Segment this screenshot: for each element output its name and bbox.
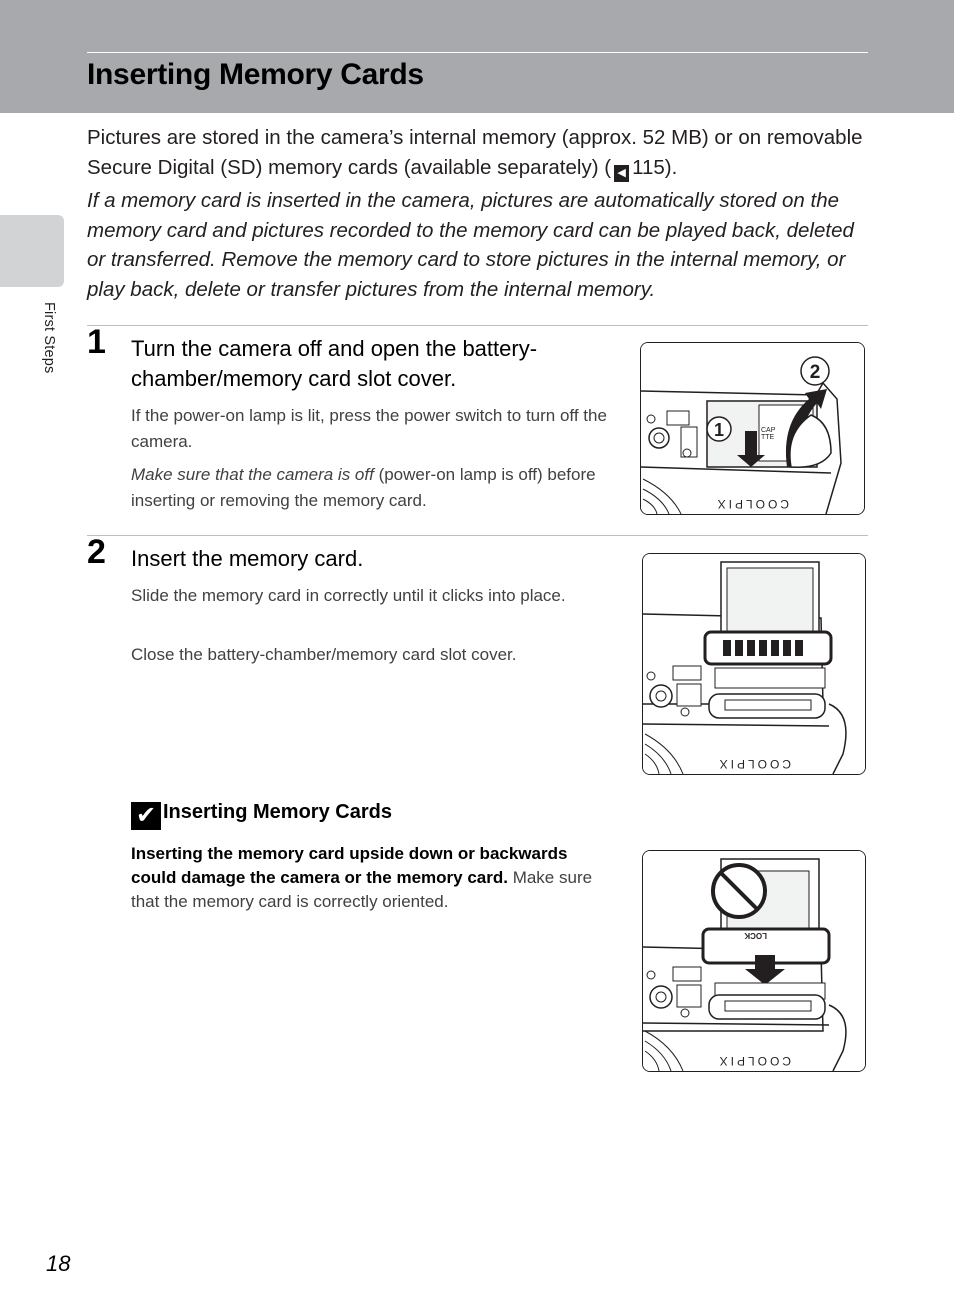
step-title: Turn the camera off and open the battery-chamber/memory card slot cover. xyxy=(131,336,538,391)
prohibited-icon xyxy=(713,865,765,917)
step-divider xyxy=(87,535,868,536)
intro-text: Pictures are stored in the camera’s internal memory (approx. 52 MB) or on removable Secure Digital (SD) memory cards (available separately) ( xyxy=(87,126,863,179)
page-title: Inserting Memory Cards xyxy=(87,58,424,91)
note-warning: Inserting the memory card upside down or backwards could damage the camera or the memory card. xyxy=(131,844,568,887)
section-label: First Steps xyxy=(41,302,57,374)
brand-label: COOLPIX xyxy=(716,757,791,771)
note-body xyxy=(131,842,616,914)
wrong-orientation-illustration xyxy=(642,850,866,1072)
step-paragraph-rest: (power-on lamp is off) before inserting or removing the memory card. xyxy=(131,465,596,510)
callout-1: 1 xyxy=(713,420,725,440)
header-band xyxy=(0,0,954,113)
intro-text-end: ). xyxy=(664,156,678,179)
step-number: 1 xyxy=(87,323,106,361)
brand-label: COOLPIX xyxy=(714,497,789,511)
slot-label-top: CAP xyxy=(761,427,776,434)
insert-card-illustration xyxy=(642,553,866,775)
note-title-text: Inserting Memory Cards xyxy=(163,801,392,823)
brand-label: COOLPIX xyxy=(716,1054,791,1068)
step-paragraph: If the power-on lamp is lit, press the power switch to turn off the camera. xyxy=(131,406,607,451)
header-rule xyxy=(87,52,868,53)
callout-2: 2 xyxy=(809,362,821,383)
note-rest: Make sure that the memory card is correctly oriented. xyxy=(131,868,593,911)
intro-ref-page: 115 xyxy=(632,156,665,179)
intro-italic-paragraph: If a memory card is inserted in the camera, pictures are automatically stored on the memory card and pictures recorded to the memory card can be played back, deleted or transferred. Remove the memory card to store pictures in the internal memory, or play back, delete or transfer pictures from the internal memory. xyxy=(87,189,854,301)
lock-label: LOCK xyxy=(744,931,767,940)
open-cover-illustration xyxy=(640,342,865,515)
slot-label-bottom: TTE xyxy=(761,434,775,441)
section-tab xyxy=(0,215,64,287)
reference-icon: ◀ xyxy=(614,165,629,182)
step-divider xyxy=(87,325,868,326)
page-number: 18 xyxy=(46,1251,71,1276)
step-number: 2 xyxy=(87,533,106,571)
intro-paragraph xyxy=(87,123,867,183)
step-emphasis: Make sure that the camera is off xyxy=(131,465,374,484)
step-paragraph xyxy=(131,462,616,513)
note-title xyxy=(131,801,392,833)
check-icon: ✔ xyxy=(131,802,161,830)
step-paragraph: Slide the memory card in correctly until it clicks into place. xyxy=(131,586,566,605)
step-title: Insert the memory card. xyxy=(131,546,364,571)
step-paragraph: Close the battery-chamber/memory card slot cover. xyxy=(131,645,517,664)
